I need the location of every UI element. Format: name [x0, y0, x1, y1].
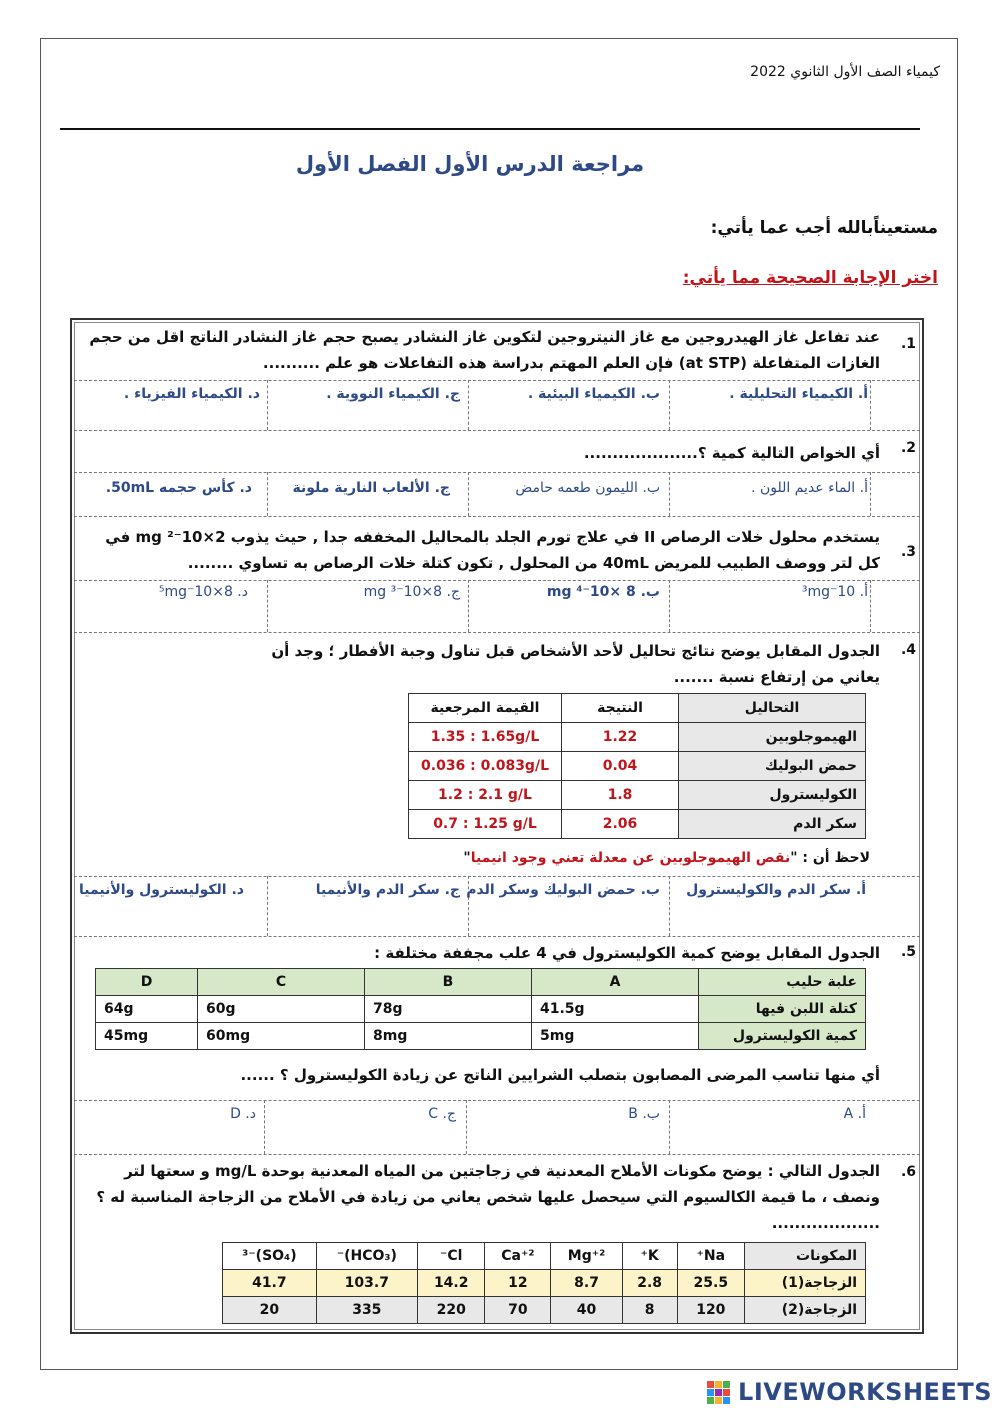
table-cell: 1.2 : 2.1 g/L: [409, 781, 562, 810]
table-cell: 20: [223, 1297, 317, 1324]
question-text: يستخدم محلول خلات الرصاص II في علاج تورم الجلد بالمحاليل المخففه جدا , حيث يذوب 2×10⁻² mg في كل لتر ووصف الطبيب للمريض 40mL من المحلول , تكون كتلة خلات الرصاص به تساوي ........: [105, 528, 880, 572]
table-cell: 45mg: [96, 1023, 198, 1050]
table-cell: 1.35 : 1.65g/L: [409, 723, 562, 752]
option-a[interactable]: أ. سكر الدم والكوليسترول: [686, 882, 866, 898]
option-d[interactable]: د. الكوليسترول والأنيميا: [79, 882, 244, 898]
table-cell: الكوليسترول: [679, 781, 866, 810]
option-d[interactable]: د. D: [230, 1106, 256, 1122]
greeting: مستعيناًبالله أجب عما يأتي:: [710, 218, 938, 238]
table-cell: 12: [485, 1270, 551, 1297]
note-highlight: نقص الهيموجلوبين عن معدلة تعني وجود انيميا: [470, 850, 791, 866]
table-cell: 8.7: [551, 1270, 622, 1297]
table-header: K⁺: [622, 1243, 677, 1270]
divider: [74, 430, 920, 431]
question-number: .5: [900, 944, 916, 960]
table-cell: 5mg: [532, 1023, 699, 1050]
minerals-table: [222, 1242, 866, 1324]
table-header: التحاليل: [679, 694, 866, 723]
divider: [870, 472, 871, 516]
table-cell: 41.7: [223, 1270, 317, 1297]
table-cell: 335: [316, 1297, 417, 1324]
table-cell: 25.5: [677, 1270, 745, 1297]
note-suffix: ": [463, 850, 471, 866]
question-text: الجدول التالي : يوضح مكونات الأملاح المعدنية في زجاجتين من المياه المعدنية بوحدة mg/L و سعتها لتر ونصف ، ما قيمة الكالسيوم التي سيحصل عليها شخص يعاني من زيادة في الأملاح من الزجاجة المناسبة له ؟ ...................: [96, 1162, 880, 1232]
question-text: الجدول المقابل يوضح كمية الكوليسترول في 4 علب مجففة مختلفة :: [374, 944, 880, 962]
analysis-table: [408, 693, 866, 839]
divider: [267, 380, 268, 430]
question-number: .6: [900, 1164, 916, 1180]
divider: [74, 632, 920, 633]
question-number: .1: [900, 336, 916, 352]
table-header: Ca⁺²: [485, 1243, 551, 1270]
divider: [466, 1100, 467, 1154]
note: [463, 850, 870, 866]
header-rule: [60, 128, 920, 130]
table-cell: 60mg: [198, 1023, 365, 1050]
question-text: أي الخواص التالية كمية ؟....................: [583, 444, 880, 462]
table-cell: الزجاجة(2): [745, 1297, 866, 1324]
question-subtext: أي منها تناسب المرضى المصابون بتصلب الشرايين الناتج عن زيادة الكوليسترول ؟ ......: [240, 1066, 880, 1084]
table-cell: 8mg: [365, 1023, 532, 1050]
table-cell: 40: [551, 1297, 622, 1324]
table-cell: 220: [417, 1297, 485, 1324]
table-cell: كتلة اللبن فيها: [699, 996, 866, 1023]
table-cell: كمية الكوليسترول: [699, 1023, 866, 1050]
table-header: D: [96, 969, 198, 996]
question-number: .3: [900, 544, 916, 560]
table-header: A: [532, 969, 699, 996]
question-text: عند تفاعل غاز الهيدروجين مع غاز النيتروجين لتكوين غاز النشادر يصبح حجم غاز النشادر الناتج اقل من حجم الغازات المتفاعلة (at STP) فإن العلم المهتم بدراسة هذه التفاعلات هو علم ..........: [89, 328, 880, 372]
table-cell: 2.8: [622, 1270, 677, 1297]
table-cell: 1.22: [562, 723, 679, 752]
table-header: (SO₄)⁻³: [223, 1243, 317, 1270]
table-header: Na⁺: [677, 1243, 745, 1270]
table-cell: 2.06: [562, 810, 679, 839]
milk-table: [95, 968, 866, 1050]
table-cell: 0.036 : 0.083g/L: [409, 752, 562, 781]
question-number: .2: [900, 440, 916, 456]
liveworksheets-logo[interactable]: [707, 1378, 992, 1406]
option-b[interactable]: ب. حمض البوليك وسكر الدم: [466, 882, 660, 898]
table-cell: 70: [485, 1297, 551, 1324]
table-cell: حمض البوليك: [679, 752, 866, 781]
table-header: Cl⁻: [417, 1243, 485, 1270]
table-header: علبة حليب: [699, 969, 866, 996]
note-prefix: لاحظ أن : ": [790, 850, 870, 866]
instruction: اختر الإجابة الصحيحة مما يأتي:: [682, 268, 938, 288]
option-c[interactable]: ج. الألعاب النارية ملونة: [292, 480, 450, 496]
divider: [468, 380, 469, 430]
option-b[interactable]: ب. الليمون طعمه حامض: [515, 480, 660, 496]
divider: [267, 472, 268, 516]
table-cell: 41.5g: [532, 996, 699, 1023]
option-a[interactable]: أ. الماء عديم اللون .: [751, 480, 868, 496]
table-cell: الهيموجلوبين: [679, 723, 866, 752]
table-header: المكونات: [745, 1243, 866, 1270]
divider: [870, 380, 871, 430]
divider: [267, 876, 268, 936]
option-c[interactable]: ج. 8×10⁻³ mg: [363, 584, 460, 600]
table-cell: الزجاجة(1): [745, 1270, 866, 1297]
divider: [74, 516, 920, 517]
divider: [74, 580, 920, 581]
divider: [669, 580, 670, 632]
table-cell: 103.7: [316, 1270, 417, 1297]
logo-text: LIVEWORKSHEETS: [738, 1378, 992, 1406]
table-cell: سكر الدم: [679, 810, 866, 839]
logo-grid-icon: [707, 1381, 730, 1404]
table-header: القيمة المرجعية: [409, 694, 562, 723]
table-cell: 0.7 : 1.25 g/L: [409, 810, 562, 839]
option-b[interactable]: ب. الكيمياء البيئية .: [527, 386, 660, 402]
course-header: كيمياء الصف الأول الثانوي 2022: [750, 64, 940, 80]
option-a[interactable]: أ. الكيمياء التحليلية .: [729, 386, 868, 402]
table-cell: 8: [622, 1297, 677, 1324]
option-d[interactable]: د. كأس حجمه 50mL.: [105, 480, 252, 496]
divider: [74, 1154, 920, 1155]
option-a[interactable]: أ. 10⁻³mg: [801, 584, 868, 600]
table-cell: 0.04: [562, 752, 679, 781]
table-cell: 120: [677, 1297, 745, 1324]
option-a[interactable]: أ. A: [843, 1106, 866, 1122]
table-cell: 14.2: [417, 1270, 485, 1297]
divider: [74, 876, 920, 877]
option-d[interactable]: د. الكيمياء الفيزياء .: [123, 386, 260, 402]
page-title: مراجعة الدرس الأول الفصل الأول: [295, 152, 645, 176]
divider: [669, 472, 670, 516]
divider: [669, 380, 670, 430]
table-header: B: [365, 969, 532, 996]
question-text: الجدول المقابل يوضح نتائج تحاليل لأحد الأشخاص قبل تناول وجبة الأفطار ؛ وجد أن يعاني من إرتفاع نسبة .......: [271, 642, 880, 686]
option-c[interactable]: ج. سكر الدم والأنيميا: [315, 882, 460, 898]
table-header: النتيجة: [562, 694, 679, 723]
table-cell: 60g: [198, 996, 365, 1023]
option-d[interactable]: د. 8×10⁻⁵mg: [158, 584, 248, 600]
divider: [74, 1100, 920, 1101]
table-header: Mg⁺²: [551, 1243, 622, 1270]
option-b[interactable]: ب. 8 ×10⁻⁴ mg: [546, 584, 660, 600]
divider: [74, 380, 920, 381]
table-header: C: [198, 969, 365, 996]
divider: [267, 580, 268, 632]
divider: [669, 1100, 670, 1154]
divider: [669, 876, 670, 936]
table-cell: 1.8: [562, 781, 679, 810]
table-cell: 78g: [365, 996, 532, 1023]
divider: [264, 1100, 265, 1154]
option-c[interactable]: ج. الكيمياء النووية .: [326, 386, 460, 402]
option-c[interactable]: ج. C: [428, 1106, 456, 1122]
option-b[interactable]: ب. B: [628, 1106, 660, 1122]
table-header: (HCO₃)⁻: [316, 1243, 417, 1270]
question-number: .4: [900, 642, 916, 658]
divider: [468, 580, 469, 632]
divider: [468, 472, 469, 516]
divider: [870, 580, 871, 632]
divider: [74, 472, 920, 473]
table-cell: 64g: [96, 996, 198, 1023]
divider: [74, 936, 920, 937]
